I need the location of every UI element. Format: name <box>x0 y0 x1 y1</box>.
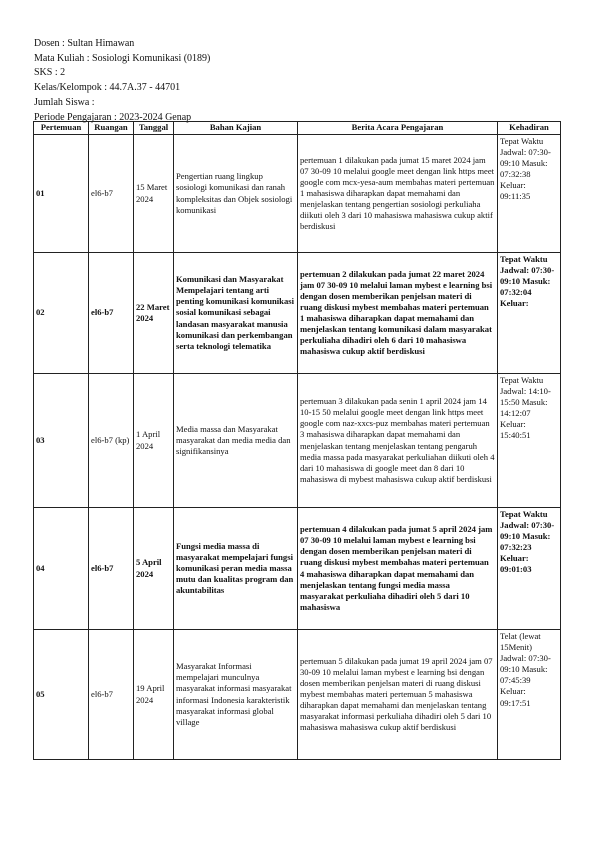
table-header-row <box>34 122 561 135</box>
cell-berita-acara: pertemuan 4 dilakukan pada jumat 5 april 2024 jam 07 30-09 10 melalui laman mybest e learning bsi dengan dosen memberikan penjelsan materi di ruang diskusi mybest membahas materi pertemuan 4 mahasiswa diharapkan dapat memahami dan menjelaskan tentang fungsi media massa masyarakat perkuliaha dihadiri oleh 5 dari 10 mahasiswa <box>298 508 498 630</box>
col-header-berita-acara: Berita Acara Pengajaran <box>298 122 498 135</box>
cell-tanggal: 22 Maret 2024 <box>134 253 174 374</box>
cell-pertemuan: 03 <box>34 374 89 508</box>
cell-kehadiran: Tepat Waktu Jadwal: 07:30-09:10 Masuk: 07:32:04 Keluar: <box>498 253 561 374</box>
class-line: Kelas/Kelompok : 44.7A.37 - 44701 <box>34 82 181 94</box>
cell-ruangan: el6-b7 (kp) <box>89 374 134 508</box>
col-header-bahan-kajian: Bahan Kajian <box>174 122 298 135</box>
cell-berita-acara: pertemuan 2 dilakukan pada jumat 22 maret 2024 jam 07 30-09 10 melalui laman mybest e learning bsi dengan dosen memberikan penjelsan materi di ruang diskusi mybest membahas materi pertemuan 1 mahasiswa diharapkan dapat memahami dan menjelaskan tentang komunikasi dalam masyarakat perkuliaha dihadiri oleh 6 dari 10 mahasiswa mahasiswa cukup aktif berdiskusi <box>298 253 498 374</box>
cell-kehadiran: Tepat Waktu Jadwal: 14:10-15:50 Masuk: 14:12:07 Keluar: 15:40:51 <box>498 374 561 508</box>
cell-pertemuan: 02 <box>34 253 89 374</box>
cell-ruangan: el6-b7 <box>89 135 134 253</box>
course-line: Mata Kuliah : Sosiologi Komunikasi (0189) <box>34 52 211 64</box>
student-count-line: Jumlah Siswa : <box>34 96 95 108</box>
cell-bahan-kajian: Media massa dan Masyarakat masyarakat dan media media dan signifikansinya <box>174 374 298 508</box>
cell-ruangan: el6-b7 <box>89 630 134 760</box>
col-header-ruangan: Ruangan <box>89 122 134 135</box>
col-header-tanggal: Tanggal <box>134 122 174 135</box>
cell-tanggal: 1 April 2024 <box>134 374 174 508</box>
attendance-table <box>33 121 561 760</box>
cell-bahan-kajian: Pengertian ruang lingkup sosiologi komunikasi dan ranah kompleksitas dan Objek sosiologi komunikasi <box>174 135 298 253</box>
cell-berita-acara: pertemuan 3 dilakukan pada senin 1 april 2024 jam 14 10-15 50 melalui google meet dengan link https meet google com naz-xxcs-puz membahas materi pertemuan 3 mahasiswa diharapkan dapat memahami dan menjelaskan tentang menjelaskan tentang pengaruh media massa pada masyarakat perkuliahan diikuti oleh 4 dari 10 mahasiswa di google meet dan 8 dari 10 mahasiswa di mybest mahasiswa cukup aktif berdiskusi <box>298 374 498 508</box>
cell-kehadiran: Tepat Waktu Jadwal: 07:30-09:10 Masuk: 07:32:38 Keluar: 09:11:35 <box>498 135 561 253</box>
cell-bahan-kajian: Komunikasi dan Masyarakat Mempelajari tentang arti penting komunikasi komunikasi sosial komunikasi sebagai landasan masyarakat manusia komunikasi dan perkembangan serta teknologi telematika <box>174 253 298 374</box>
cell-bahan-kajian: Masyarakat Informasi mempelajari munculnya masyarakat informasi masyarakat informasi Indonesia karakteristik masyarakat informasi global village <box>174 630 298 760</box>
cell-berita-acara: pertemuan 1 dilakukan pada jumat 15 maret 2024 jam 07 30-09 10 melalui google meet dengan link https meet google com mcx-yesa-aum membahas materi pertemuan 1 mahasiswa diharapkan dapat memahami dan menjelaskan tentang pengertian sosiologi perkuliaha diikuti oleh 3 dari 10 mahasiswa mahasiswa cukup aktif berdiskusi <box>298 135 498 253</box>
cell-pertemuan: 04 <box>34 508 89 630</box>
col-header-kehadiran: Kehadiran <box>498 122 561 135</box>
period-line: Periode Pengajaran : 2023-2024 Genap <box>34 111 192 123</box>
credits-line: SKS : 2 <box>34 67 66 79</box>
table-row <box>34 630 561 760</box>
table-row <box>34 135 561 253</box>
cell-tanggal: 15 Maret 2024 <box>134 135 174 253</box>
cell-kehadiran: Tepat Waktu Jadwal: 07:30-09:10 Masuk: 07:32:23 Keluar: 09:01:03 <box>498 508 561 630</box>
document-header <box>34 37 210 125</box>
cell-tanggal: 19 April 2024 <box>134 630 174 760</box>
cell-bahan-kajian: Fungsi media massa di masyarakat mempelajari fungsi komunikasi peran media massa mutu dan kualitas program dan akuntabilitas <box>174 508 298 630</box>
cell-pertemuan: 01 <box>34 135 89 253</box>
cell-pertemuan: 05 <box>34 630 89 760</box>
table-row <box>34 253 561 374</box>
cell-ruangan: el6-b7 <box>89 253 134 374</box>
cell-kehadiran: Telat (lewat 15Menit) Jadwal: 07:30-09:10 Masuk: 07:45:39 Keluar: 09:17:51 <box>498 630 561 760</box>
cell-berita-acara: pertemuan 5 dilakukan pada jumat 19 april 2024 jam 07 30-09 10 melalui laman mybest e learning bsi dengan dosen memberikan penjelsan materi di ruang diskusi mybest membahas materi pertemuan 5 mahasiswa diharapkan dapat memahami dan menjelaskan tentang masyarakat informasi perkuliaha dihadiri oleh 5 dari 10 mahasiswa mahasiswa cukup aktif berdiskusi <box>298 630 498 760</box>
col-header-pertemuan: Pertemuan <box>34 122 89 135</box>
cell-ruangan: el6-b7 <box>89 508 134 630</box>
cell-tanggal: 5 April 2024 <box>134 508 174 630</box>
table-row <box>34 508 561 630</box>
lecturer-line: Dosen : Sultan Himawan <box>34 38 135 49</box>
table-row <box>34 374 561 508</box>
